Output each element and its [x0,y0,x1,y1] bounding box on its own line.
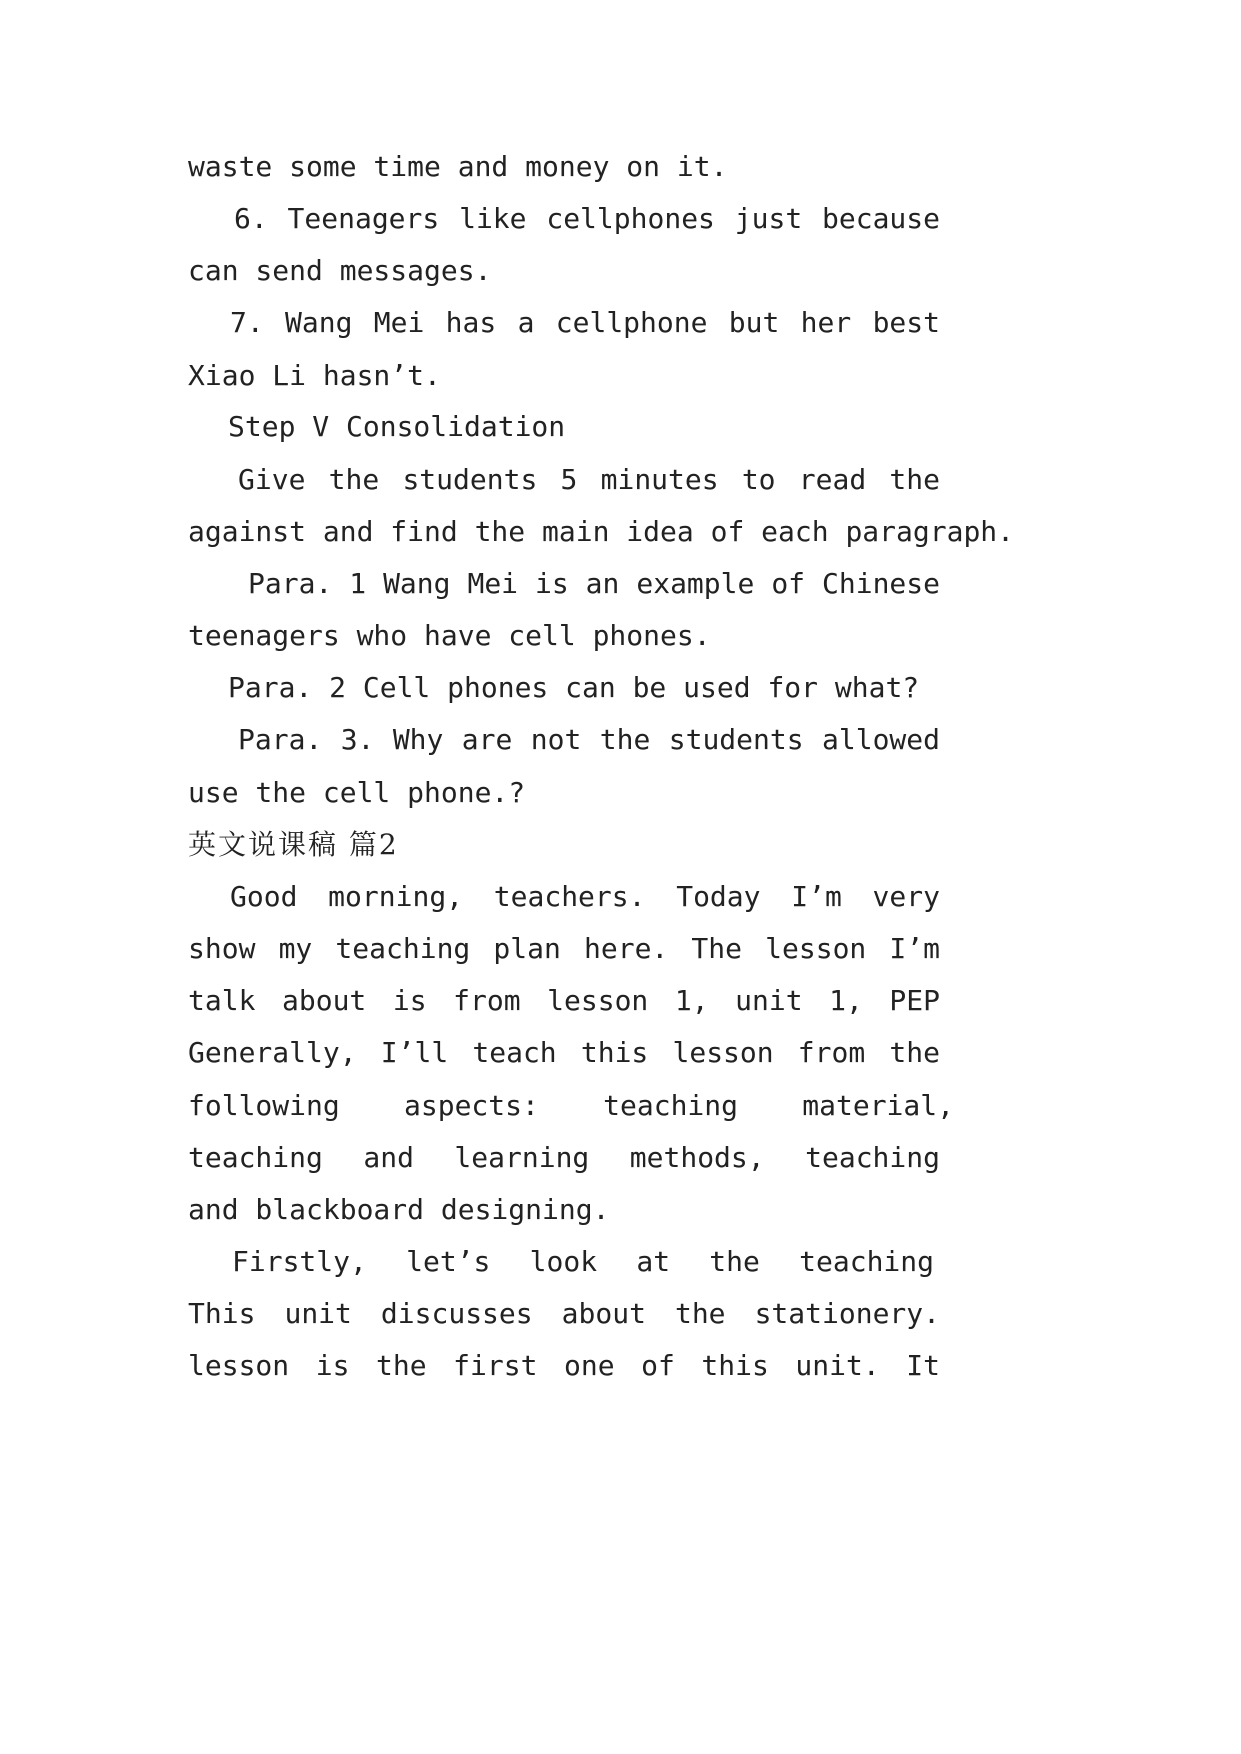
text-line: show my teaching plan here. The lesson I’m [188,932,940,965]
text-line: This unit discusses about the stationery. [188,1297,940,1330]
section-title: 英文说课稿 篇2 [188,828,399,861]
text-line: 6. Teenagers like cellphones just because [234,202,940,235]
text-line: Para. 3. Why are not the students allowed [238,723,940,756]
text-line: waste some time and money on it. [188,150,728,183]
text-line: Para. 2 Cell phones can be used for what? [228,671,920,704]
section-heading: Step V Consolidation [228,410,566,443]
text-line: and blackboard designing. [188,1193,610,1226]
text-line: 7. Wang Mei has a cellphone but her best [230,306,940,339]
text-line: use the cell phone.? [188,776,526,809]
text-line: Generally, I’ll teach this lesson from the [188,1036,940,1069]
text-line: following aspects: teaching material, [188,1089,954,1122]
text-line: teenagers who have cell phones. [188,619,711,652]
text-line: Xiao Li hasn’t. [188,359,441,392]
text-line: Para. 1 Wang Mei is an example of Chinese [248,567,940,600]
text-line: Give the students 5 minutes to read the [238,463,940,496]
text-line: teaching and learning methods, teaching [188,1141,940,1174]
text-line: talk about is from lesson 1, unit 1, PEP [188,984,940,1017]
text-line: Firstly, let’s look at the teaching [232,1245,934,1278]
text-line: lesson is the first one of this unit. It [188,1349,940,1382]
text-line: against and find the main idea of each paragraph. [188,515,1015,548]
text-line: Good morning, teachers. Today I’m very [230,880,940,913]
text-line: can send messages. [188,254,492,287]
